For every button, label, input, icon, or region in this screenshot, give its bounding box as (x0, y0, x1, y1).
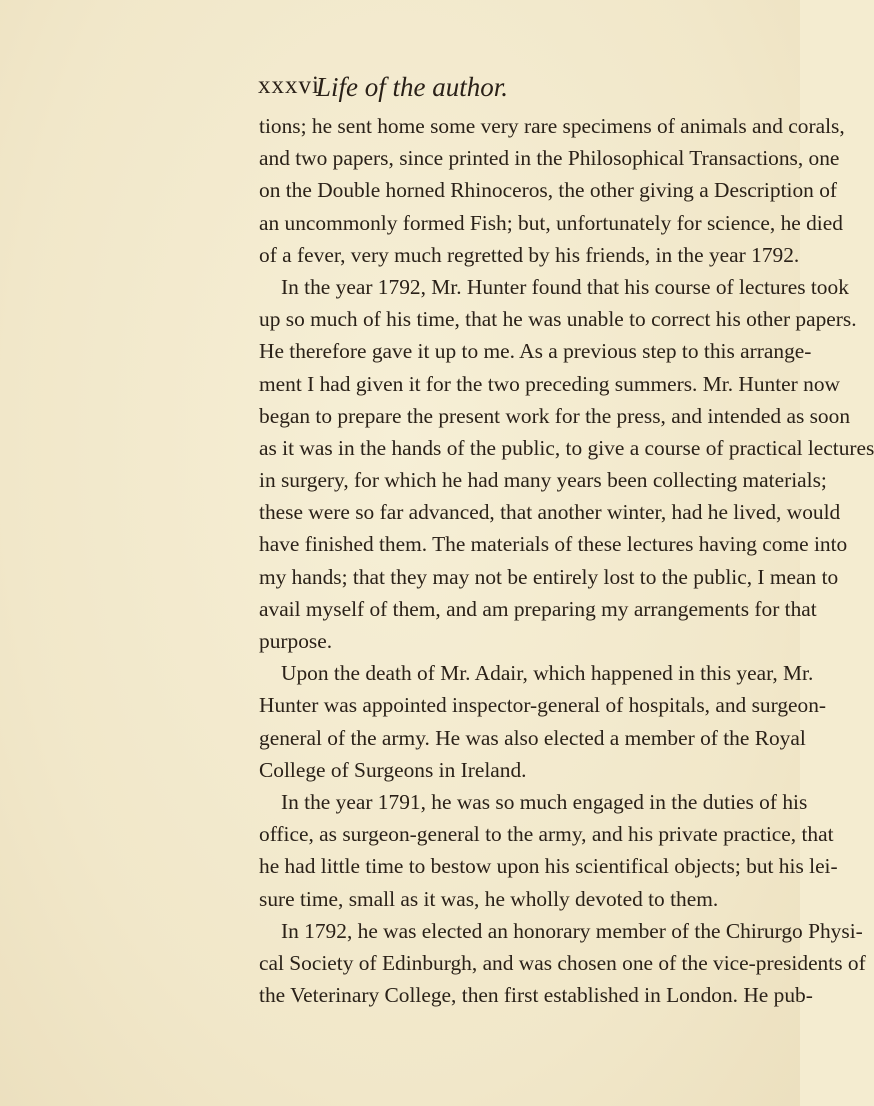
text-line: and two papers, since printed in the Philosophical Transactions, one (259, 146, 840, 171)
text-line: began to prepare the present work for the press, and intended as soon (259, 403, 851, 428)
text-line: the Veterinary College, then first established in London. He pub- (259, 983, 813, 1008)
text-line: Upon the death of Mr. Adair, which happened in this year, Mr. (281, 661, 814, 686)
text-line: office, as surgeon-general to the army, and his private practice, that (259, 822, 834, 847)
text-line: as it was in the hands of the public, to give a course of practical lectures (259, 435, 874, 460)
text-line: of a fever, very much regretted by his friends, in the year 1792. (259, 242, 800, 267)
text-line: on the Double horned Rhinoceros, the other giving a Description of (259, 178, 838, 203)
text-line: Hunter was appointed inspector-general of hospitals, and surgeon- (259, 693, 827, 718)
text-line: in surgery, for which he had many years been collecting materials; (259, 468, 827, 493)
text-line: purpose. (259, 629, 333, 653)
text-line: cal Society of Edinburgh, and was chosen one of the vice-presidents of (259, 950, 866, 975)
text-line: He therefore gave it up to me. As a previous step to this arrange- (259, 339, 812, 364)
text-line: he had little time to bestow upon his scientifical objects; but his lei- (259, 854, 838, 879)
text-line: In the year 1792, Mr. Hunter found that his course of lectures took (281, 274, 849, 299)
text-line: sure time, small as it was, he wholly devoted to them. (259, 886, 719, 911)
running-title: Life of the author. (316, 72, 509, 102)
text-line: these were so far advanced, that another winter, had he lived, would (259, 500, 841, 525)
text-line: have finished them. The materials of these lectures having come into (259, 532, 848, 557)
text-line: up so much of his time, that he was unable to correct his other papers. (259, 307, 857, 332)
text-line: an uncommonly formed Fish; but, unfortunately for science, he died (259, 210, 843, 235)
text-line: avail myself of them, and am preparing my arrangements for that (259, 596, 817, 621)
body-text (259, 110, 874, 1011)
page-number: xxxvi (258, 72, 320, 99)
page-header (258, 72, 800, 108)
text-line: general of the army. He was also elected a member of the Royal (259, 725, 806, 750)
text-line: ment I had given it for the two preceding summers. Mr. Hunter now (259, 371, 840, 396)
text-line: my hands; that they may not be entirely lost to the public, I mean to (259, 564, 839, 589)
text-line: College of Surgeons in Ireland. (259, 757, 527, 782)
text-line: In 1792, he was elected an honorary member of the Chirurgo Physi- (281, 918, 863, 943)
text-line: In the year 1791, he was so much engaged in the duties of his (281, 789, 808, 814)
text-line: tions; he sent home some very rare specimens of animals and corals, (259, 114, 845, 138)
